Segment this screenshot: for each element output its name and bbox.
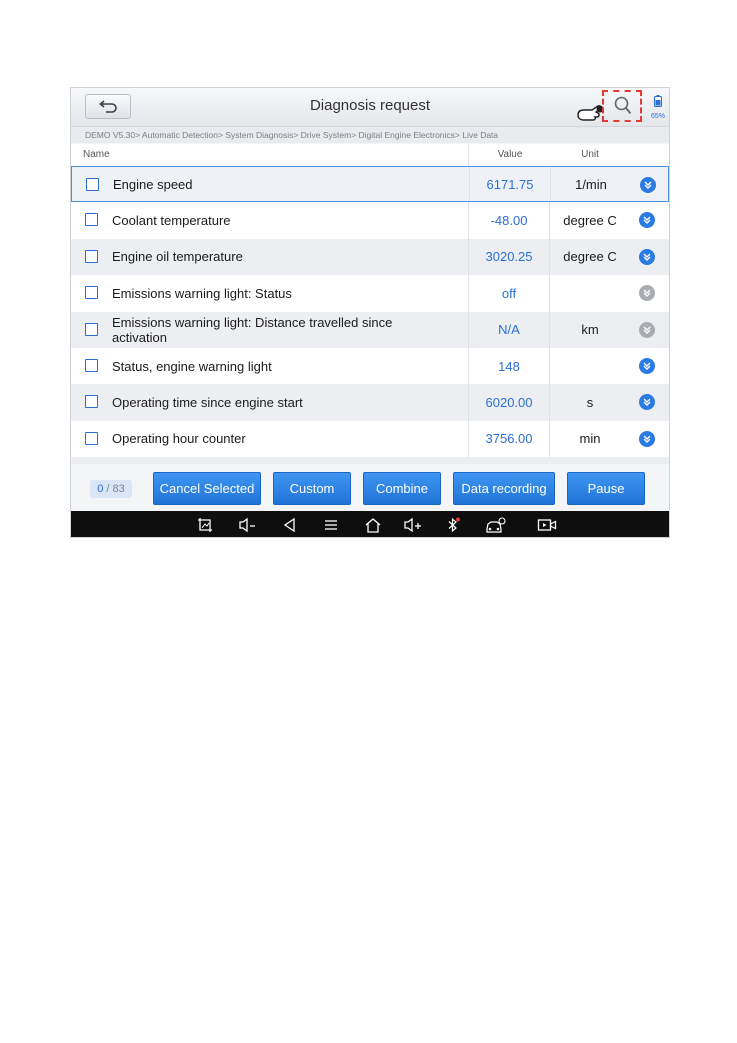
row-value: 148 <box>468 348 550 384</box>
row-unit: degree C <box>563 249 617 265</box>
combine-button[interactable]: Combine <box>363 472 441 505</box>
row-name: Operating hour counter <box>112 431 246 447</box>
volume-up-icon[interactable] <box>403 517 425 533</box>
row-checkbox[interactable] <box>85 323 98 336</box>
row-unit <box>551 348 629 384</box>
row-checkbox[interactable] <box>86 178 99 191</box>
row-unit: min <box>579 431 601 447</box>
row-name: Coolant temperature <box>112 213 231 229</box>
breadcrumb: DEMO V5.30> Automatic Detection> System Diagnosis> Drive System> Digital Engine Electronics> Live Data <box>71 127 669 143</box>
app-screen <box>70 87 670 538</box>
row-name: Emissions warning light: Status <box>112 285 292 301</box>
page-title: Diagnosis request <box>309 97 431 114</box>
chevron-down-icon <box>639 285 655 301</box>
row-value: 6171.75 <box>469 167 551 201</box>
table-row[interactable] <box>71 202 669 238</box>
home-icon[interactable] <box>364 517 382 533</box>
row-name: Engine speed <box>113 176 193 192</box>
row-name: Emissions warning light: Distance travelled since activation <box>112 314 393 345</box>
bluetooth-icon[interactable] <box>445 517 461 533</box>
search-icon <box>614 96 632 116</box>
row-value: 3020.25 <box>468 239 550 275</box>
table-header <box>71 144 669 167</box>
row-unit: km <box>581 322 599 338</box>
chevron-down-icon[interactable] <box>639 394 655 410</box>
row-value: off <box>468 275 550 311</box>
row-value: -48.00 <box>468 202 550 238</box>
data-recording-button[interactable]: Data recording <box>453 472 555 505</box>
menu-icon[interactable] <box>323 517 339 533</box>
volume-down-icon[interactable] <box>238 517 258 533</box>
pause-button[interactable]: Pause <box>567 472 645 505</box>
row-checkbox[interactable] <box>85 432 98 445</box>
row-unit: degree C <box>563 213 617 229</box>
chevron-down-icon[interactable] <box>639 249 655 265</box>
row-checkbox[interactable] <box>85 395 98 408</box>
chevron-down-icon[interactable] <box>639 212 655 228</box>
row-unit: s <box>586 395 594 411</box>
table-row[interactable] <box>71 275 669 311</box>
table-row[interactable] <box>71 348 669 384</box>
table-row[interactable] <box>71 239 669 275</box>
nav-back-icon[interactable] <box>282 517 298 533</box>
live-data-list[interactable] <box>71 166 669 465</box>
row-name: Status, engine warning light <box>112 358 272 374</box>
battery-percent: 65% <box>650 113 665 120</box>
battery-indicator <box>649 94 667 120</box>
row-unit: 1/min <box>575 176 607 192</box>
column-header-value: Value <box>497 149 523 160</box>
table-row[interactable] <box>71 421 669 457</box>
vci-car-icon[interactable] <box>485 517 507 535</box>
screenshot-icon[interactable] <box>197 517 213 533</box>
battery-icon <box>654 95 662 107</box>
table-row[interactable] <box>71 312 669 348</box>
custom-button[interactable]: Custom <box>273 472 351 505</box>
column-header-name: Name <box>83 149 110 160</box>
chevron-down-icon[interactable] <box>639 431 655 447</box>
column-header-unit: Unit <box>581 149 599 160</box>
search-button[interactable] <box>602 90 642 122</box>
selection-counter <box>90 480 132 498</box>
row-value: 3756.00 <box>468 421 550 457</box>
total-count: / 83 <box>106 483 125 495</box>
row-value: N/A <box>468 312 550 348</box>
cancel-selected-button[interactable]: Cancel Selected <box>153 472 261 505</box>
screen-record-icon[interactable] <box>537 517 557 533</box>
chevron-down-icon[interactable] <box>640 177 656 193</box>
top-bar <box>71 88 669 127</box>
row-name: Engine oil temperature <box>112 249 243 265</box>
row-checkbox[interactable] <box>85 359 98 372</box>
table-row[interactable] <box>71 384 669 420</box>
chevron-down-icon[interactable] <box>639 358 655 374</box>
row-name: Operating time since engine start <box>112 395 303 411</box>
selected-count: 0 <box>97 483 104 495</box>
row-checkbox[interactable] <box>85 213 98 226</box>
row-unit <box>551 275 629 311</box>
chevron-down-icon <box>639 322 655 338</box>
table-row[interactable] <box>71 166 669 202</box>
row-value: 6020.00 <box>468 384 550 420</box>
row-checkbox[interactable] <box>85 250 98 263</box>
action-bar <box>71 464 669 510</box>
row-checkbox[interactable] <box>85 286 98 299</box>
system-nav-bar <box>71 511 669 538</box>
